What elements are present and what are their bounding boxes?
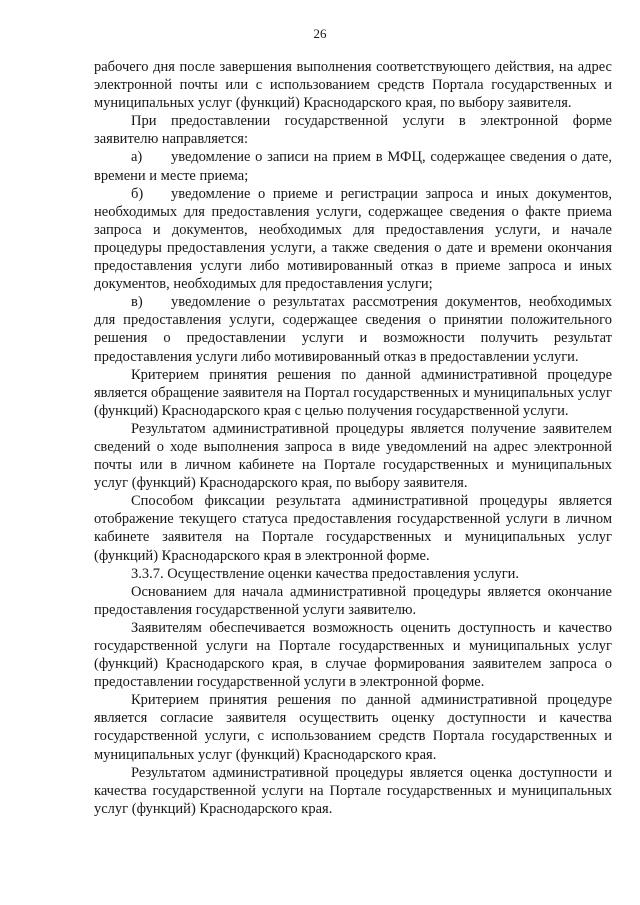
list-item-v bbox=[94, 293, 612, 365]
paragraph-procedure-result: Результатом административной процедуры является получение заявителем сведений о ходе выполнения запроса в виде уведомлений на адрес электронной почты или в личном кабинете на Портале государственных и муниципальных услуг (функций) Краснодарского края, по выбору заявителя. bbox=[94, 420, 612, 492]
paragraph-evaluation-criterion: Критерием принятия решения по данной административной процедуре является согласие заявителя осуществить оценку доступности и качества государственной услуги, с использованием средств Портала государственных и муниципальных услуг (функций) Краснодарского края. bbox=[94, 692, 612, 763]
list-marker-a: а) bbox=[131, 149, 143, 166]
list-marker-v: в) bbox=[131, 294, 143, 311]
document-body bbox=[94, 58, 612, 818]
paragraph-continuation: рабочего дня после завершения выполнения соответствующего действия, на адрес электронной почты или с использованием средств Портала государственных и муниципальных услуг (функций) Краснодарского края, по выбору заявителя. bbox=[94, 59, 612, 112]
paragraph-evaluation-result: Результатом административной процедуры является оценка доступности и качества государственной услуги на Портале государственных и муниципальных услуг (функций) Краснодарского края. bbox=[94, 764, 612, 817]
paragraph-decision-criterion: Критерием принятия решения по данной административной процедуре является обращение заявителя на Портал государственных и муниципальных услуг (функций) Краснодарского края с целью получения государственной услуги. bbox=[94, 366, 612, 419]
paragraph-electronic-notifications-intro: При предоставлении государственной услуги в электронной форме заявителю направляется: bbox=[94, 113, 612, 148]
paragraph-procedure-basis: Основанием для начала административной процедуры является окончание предоставления государственной услуги заявителю. bbox=[94, 583, 612, 618]
list-item-v-text: уведомление о результатах рассмотрения документов, необходимых для предоставления услуги, содержащее сведения о принятии положительного решения о предоставлении услуги и возможности получить результат предоставления услуги либо мотивированный отказ в предоставлении услуги. bbox=[94, 294, 612, 365]
page-number: 26 bbox=[313, 26, 327, 41]
list-item-a-text: уведомление о записи на прием в МФЦ, содержащее сведения о дате, времени и месте приема; bbox=[94, 149, 612, 184]
list-item-b bbox=[94, 185, 612, 294]
paragraph-result-recording: Способом фиксации результата административной процедуры является отображение текущего статуса предоставления государственной услуги в личном кабинете заявителя на Портале государственных и муниципальных услуг (функций) Краснодарского края в электронной форме. bbox=[94, 493, 612, 564]
paragraph-quality-evaluation: Заявителям обеспечивается возможность оценить доступность и качество государственной услуги на Портале государственных и муниципальных услуг (функций) Краснодарского края, в случае формирования заявителем запроса о предоставлении государственной услуги в электронной форме. bbox=[94, 619, 612, 691]
list-marker-b: б) bbox=[131, 185, 144, 202]
list-item-b-text: уведомление о приеме и регистрации запроса и иных документов, необходимых для предоставления услуги, содержащее сведения о факте приема запроса и документов, необходимых для предоставления услуги, и начале процедуры предоставления услуги, а также сведения о дате и времени окончания предоставления услуги либо мотивированный отказ в приеме запроса и иных документов, необходимых для предоставления услуги; bbox=[94, 185, 612, 293]
section-heading-3-3-7: 3.3.7. Осуществление оценки качества предоставления услуги. bbox=[131, 565, 520, 582]
list-item-a bbox=[94, 148, 612, 184]
